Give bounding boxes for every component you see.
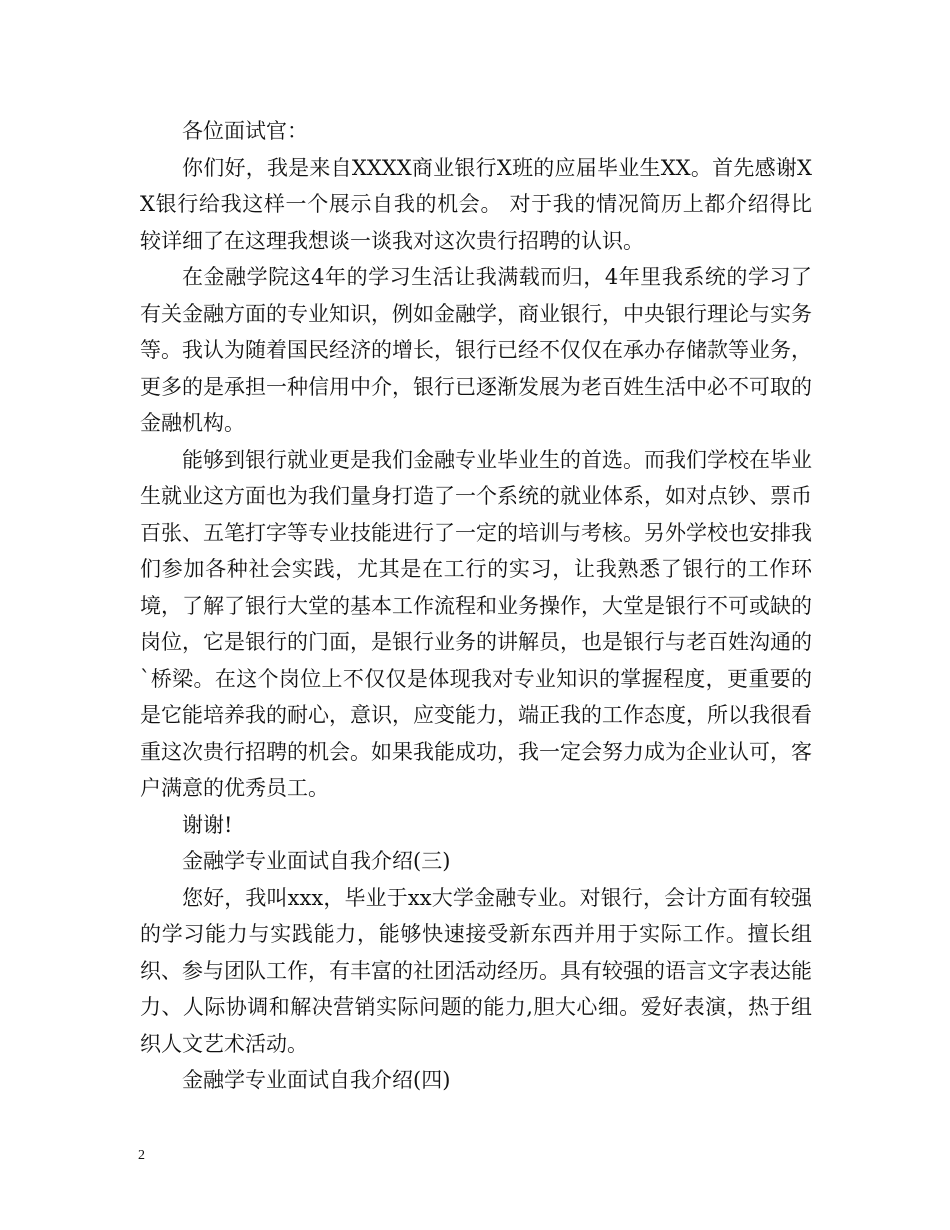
document-body xyxy=(140,113,812,1099)
introduction-paragraph: 您好，我叫xxx，毕业于xx大学金融专业。对银行，会计方面有较强的学习能力与实践能力，能够快速接受新东西并用于实际工作。擅长组织、参与团队工作，有丰富的社团活动经历。具有较强的语言文字表达能力、人际协调和解决营销实际问题的能力,胆大心细。爱好表演，热于组织人文艺术活动。 xyxy=(140,885,812,1056)
greeting-paragraph: 你们好，我是来自XXXX商业银行X班的应届毕业生XX。首先感谢XX银行给我这样一个展示自我的机会。 对于我的情况简历上都介绍得比较详细了在这理我想谈一谈我对这次贵行招聘的认识。 xyxy=(140,155,812,253)
education-paragraph: 在金融学院这4年的学习生活让我满载而归，4年里我系统的学习了有关金融方面的专业知识，例如金融学，商业银行，中央银行理论与实务等。我认为随着国民经济的增长，银行已经不仅仅在承办存储款等业务，更多的是承担一种信用中介，银行已逐渐发展为老百姓生活中必不可取的金融机构。 xyxy=(140,265,812,435)
page-number: 2 xyxy=(138,1148,145,1163)
section-heading-three: 金融学专业面试自我介绍(三) xyxy=(182,849,451,873)
thanks-paragraph: 谢谢! xyxy=(182,812,233,837)
section-heading-four: 金融学专业面试自我介绍(四) xyxy=(182,1068,451,1092)
salutation-paragraph: 各位面试官： xyxy=(182,119,308,143)
career-paragraph: 能够到银行就业更是我们金融专业毕业生的首选。而我们学校在毕业生就业这方面也为我们量身打造了一个系统的就业体系，如对点钞、票币百张、五笔打字等专业技能进行了一定的培训与考核。另外学校也安排我们参加各种社会实践，尤其是在工行的实习，让我熟悉了银行的工作环境，了解了银行大堂的基本工作流程和业务操作，大堂是银行不可或缺的岗位，它是银行的门面，是银行业务的讲解员，也是银行与老百姓沟通的`桥梁。在这个岗位上不仅仅是体现我对专业知识的掌握程度，更重要的是它能培养我的耐心，意识，应变能力，端正我的工作态度，所以我很看重这次贵行招聘的机会。如果我能成功，我一定会努力成为企业认可，客户满意的优秀员工。 xyxy=(140,447,812,800)
